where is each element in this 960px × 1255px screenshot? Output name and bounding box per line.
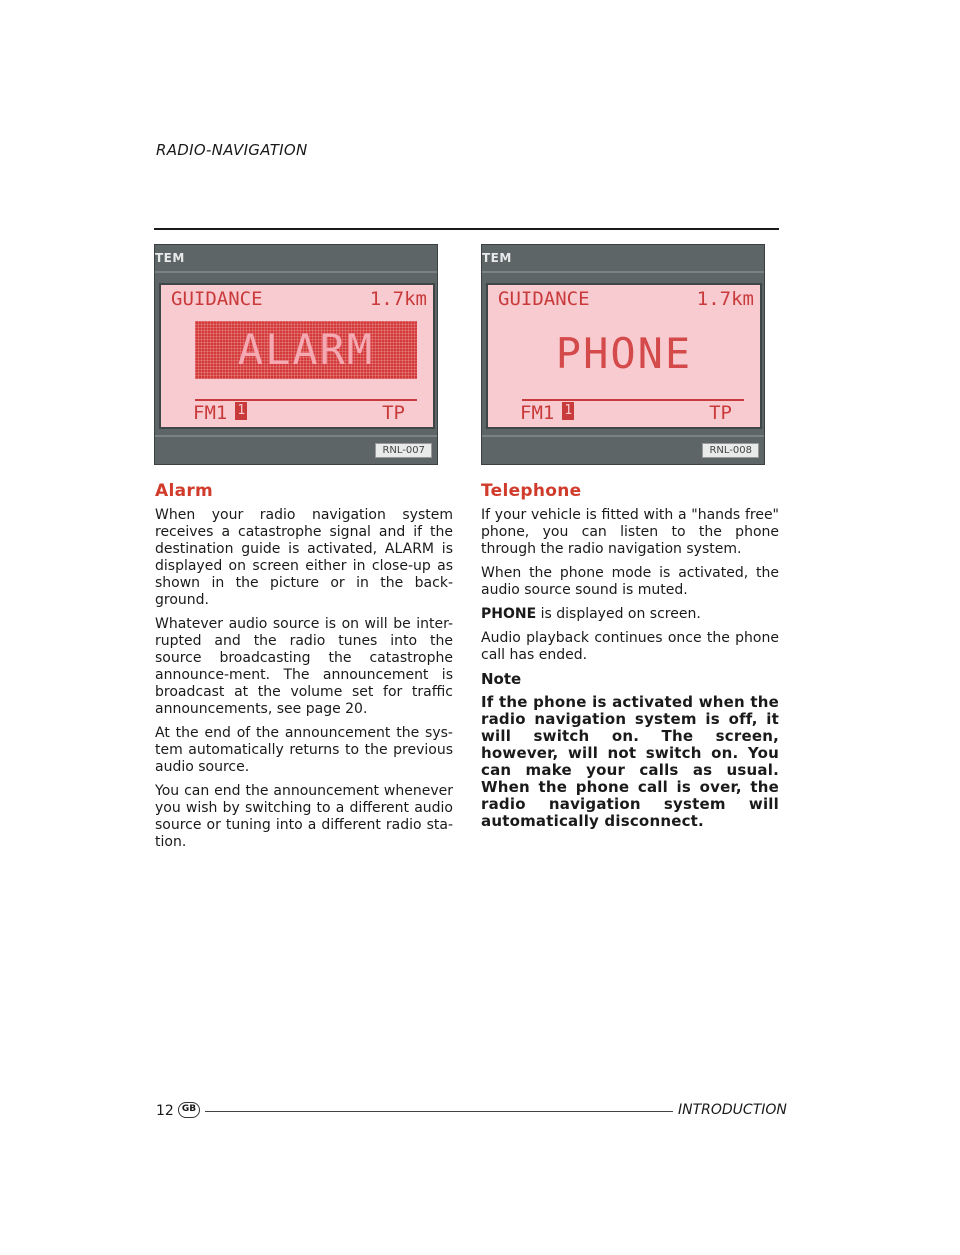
lcd-divider <box>195 399 417 401</box>
lcd-guidance-label: GUIDANCE <box>498 288 590 310</box>
alarm-paragraph: You can end the announcement whenever you wish by switching to a different audio source or tuning into a different radio sta-tion. <box>155 783 453 850</box>
figure-code: RNL-007 <box>375 443 432 458</box>
figure-stripe <box>482 435 764 437</box>
footer-section-title: INTRODUCTION <box>678 1102 787 1118</box>
figure-stripe <box>155 435 437 437</box>
lcd-preset-box: 1 <box>235 402 247 420</box>
figure-stripe <box>482 271 764 273</box>
lcd-distance: 1.7km <box>369 288 427 310</box>
figure-phone-screen <box>481 244 765 465</box>
phone-sentence-rest: is displayed on screen. <box>536 606 701 622</box>
lcd-tp-indicator: TP <box>382 402 405 424</box>
region-badge-icon: GB <box>178 1102 200 1118</box>
page-header-title: RADIO-NAVIGATION <box>156 141 308 159</box>
note-body: If the phone is activated when the radio navigation system is off, it will switch on. The screen, however, will not switch on. You can make your calls as usual. When the phone call is over, the radio navigation system will automatically disconnect. <box>481 693 779 830</box>
lcd-phone-text: PHONE <box>555 329 693 378</box>
figure-tag: TEM <box>482 251 512 265</box>
page-number: 12 <box>156 1103 174 1119</box>
lcd-divider <box>522 399 744 401</box>
alarm-paragraph: Whatever audio source is on will be inter-rupted and the radio tunes into the source broadcasting the catastrophe announce-ment. The announcement is broadcast at the volume set for traffic announcements, see page 20. <box>155 616 453 717</box>
telephone-heading: Telephone <box>481 481 582 501</box>
alarm-paragraph: At the end of the announcement the sys-tem automatically returns to the previous audio source. <box>155 725 453 775</box>
lcd-alarm-text: ALARM <box>237 325 375 374</box>
alarm-heading: Alarm <box>155 481 214 501</box>
phone-keyword: PHONE <box>481 606 537 622</box>
lcd-alarm-block <box>195 321 417 379</box>
telephone-body <box>481 507 779 830</box>
alarm-paragraph: When your radio navigation system receives a catastrophe signal and if the destination guide is activated, ALARM is displayed on screen either in close-up as shown in the picture or in the back-ground. <box>155 507 453 608</box>
figure-alarm-screen <box>154 244 438 465</box>
lcd-band <box>520 402 574 424</box>
telephone-paragraph: When the phone mode is activated, the audio source sound is muted. <box>481 565 779 598</box>
lcd-tp-indicator: TP <box>709 402 732 424</box>
lcd-guidance-label: GUIDANCE <box>171 288 263 310</box>
figure-stripe <box>155 271 437 273</box>
figure-tag: TEM <box>155 251 185 265</box>
figure-code: RNL-008 <box>702 443 759 458</box>
telephone-paragraph-phone <box>481 606 779 623</box>
telephone-paragraph: Audio playback continues once the phone call has ended. <box>481 630 779 663</box>
telephone-paragraph: If your vehicle is fitted with a "hands free" phone, you can listen to the phone through the radio navigation system. <box>481 507 779 557</box>
lcd-band-label: FM1 <box>193 402 228 424</box>
lcd-display <box>486 283 762 429</box>
lcd-band-label: FM1 <box>520 402 555 424</box>
lcd-distance: 1.7km <box>696 288 754 310</box>
lcd-band <box>193 402 247 424</box>
footer-divider <box>205 1111 673 1112</box>
alarm-body <box>155 507 453 858</box>
header-divider <box>154 228 779 230</box>
lcd-preset-box: 1 <box>562 402 574 420</box>
note-heading: Note <box>481 670 522 688</box>
lcd-display <box>159 283 435 429</box>
